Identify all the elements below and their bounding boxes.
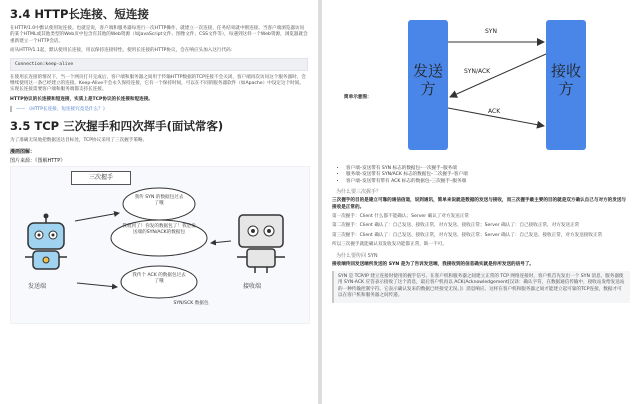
sender-box-label: 发送方 — [412, 62, 443, 98]
syn-explanation-box — [332, 271, 630, 303]
reference-link[interactable]: —— 《HTTP长连接、短连接究竟是什么？》 — [16, 107, 108, 113]
sender-label: 发送端 — [28, 282, 47, 290]
sender-robot-icon — [21, 213, 71, 275]
left-page — [0, 0, 318, 404]
bubble-text-synack: 我收到了！你发的数据包了！我是发送端的SYN/ACK的数据包 — [122, 223, 196, 235]
receiver-label: 接收端 — [243, 282, 262, 290]
handshake-step-list — [332, 166, 630, 185]
code-block: Connection:keep-alive — [10, 58, 308, 71]
arrow-ack-label: ACK — [488, 108, 501, 115]
comic-title: 三次握手 — [71, 171, 131, 185]
paragraph: 第三次握手：Client 确认了：自己发送、接收正常，对方发送、接收正常；Server 确认了：自己发送、接收正常，对方发送接收正常 — [332, 232, 603, 238]
comic-label: 漫画图解： — [10, 148, 36, 155]
paragraph: 为了准确无误地把数据送达目标处，TCP协议采用了三次握手策略。 — [10, 138, 148, 144]
bubble-text-ack: 我传个 ACK 的数据包过去了哦 — [132, 272, 186, 284]
simple-diagram-label: 简单示意图： — [344, 95, 372, 100]
bubble-text-syn: 我传 SYN 的数据包过去了哦 — [134, 194, 184, 206]
paragraph: HTTP协议的长连接和短连接，实质上是TCP协议的长连接和短连接。 — [10, 96, 153, 102]
paragraph: 三次握手的目的是建立可靠的通信信道，说到通讯，简单来说就是数据的发送与接收，而三次握手最主要的目的就是双方确认自己与对方的发送与接收是正常的。 — [332, 198, 627, 210]
section-heading-3-4: 3.4 HTTP长连接、短连接 — [10, 7, 149, 21]
arrow-syn-label: SYN — [485, 28, 497, 35]
handshake-diagram — [330, 2, 630, 162]
bubble-caption: SYN/SCK 数据包 — [173, 300, 209, 306]
list-item: • 客户端–发送带有 SYN 标志的数据包–一次握手–服务端 — [346, 166, 630, 172]
paragraph: 第二次握手：Client 确认了：自己发送、接收正常，对方发送、接收正常；Server 确认了：自己接收正常，对方发送正常 — [332, 223, 580, 229]
handshake-arrows — [71, 207, 241, 297]
list-item: • 服务端–发送带有 SYN/ACK 标志的数据包–二次握手–客户端 — [346, 172, 630, 178]
handshake-comic — [10, 166, 310, 324]
paragraph: 在HTTP/1.0中默认使用短连接。也就是说，客户端和服务器每进行一次HTTP操作，就建立一次连接，任务结束就中断连接。当客户端浏览器访问的某个HTML或其他类型的Web页中包含有其他的Web资源（如JavaScript文件、图像文件、CSS文件等），每遇到这样一个Web资源，浏览器就会重新建立一个HTTP会话。 — [10, 26, 308, 44]
paragraph: 在使用长连接的情况下，当一个网页打开完成后，客户端和服务器之间用于传输HTTP数据的TCP连接不会关闭，客户端再次访问这个服务器时，会继续使用这一条已经建立的连接。Keep-Alive不会永久保持连接，它有一个保持时间，可以在不同的服务器软件（如Apache）中设定这个时间。实现长连接需要客户端和服务端都支持长连接。 — [10, 74, 306, 93]
image-source-label: 图片来源：《图解HTTP》 — [10, 157, 66, 164]
section-heading-3-5: 3.5 TCP 三次握手和四次挥手(面试常客) — [10, 119, 224, 134]
arrow-synack-label: SYN/ACK — [464, 68, 491, 75]
right-page — [322, 0, 640, 404]
paragraph: 第一次握手：Client 什么都不能确认；Server 确认了对方发送正常 — [332, 214, 469, 220]
paragraph: SYN 是 TCP/IP 建立连接时使用的握手信号。在客户机和服务器之间建立正常的 TCP 网络连接时，客户机首先发出一个 SYN 消息，服务器使用 SYN-ACK 应答表示接收了这个消息，最后客户机再以 ACK(Acknowledgement[汉译：确认字符，在数据通信传输中，接收站发给发送站的一种传输控制字符。它表示确认发来的数据已经接受无误。]）消息响应。这样在客户机和服务器之间才能建立起可靠的TCP连接，数据才可以在客户机和服务器之间传递。 — [338, 274, 625, 299]
receiver-box-label: 接收方 — [550, 62, 581, 98]
paragraph: 而从HTTP/1.1起，默认使用长连接，用以保持连接特性。使用长连接的HTTP协议，会在响应头加入这行代码： — [10, 48, 236, 54]
list-item: • 客户端–发送带有带有 ACK 标志的数据包–三次握手–服务端 — [346, 179, 630, 185]
receiver-robot-icon — [233, 211, 289, 275]
paragraph: 所以三次握手就能确认双发收发功能都正常，缺一不可。 — [332, 242, 447, 248]
paragraph: 接收端传回发送端所发送的 SYN 是为了告诉发送端，我接收到的信息确实就是你所发送的信号了。 — [332, 261, 535, 267]
question-why-three: 为什么要三次握手？ — [336, 189, 382, 196]
question-why-syn: 为什么要传回 SYN — [336, 252, 378, 259]
